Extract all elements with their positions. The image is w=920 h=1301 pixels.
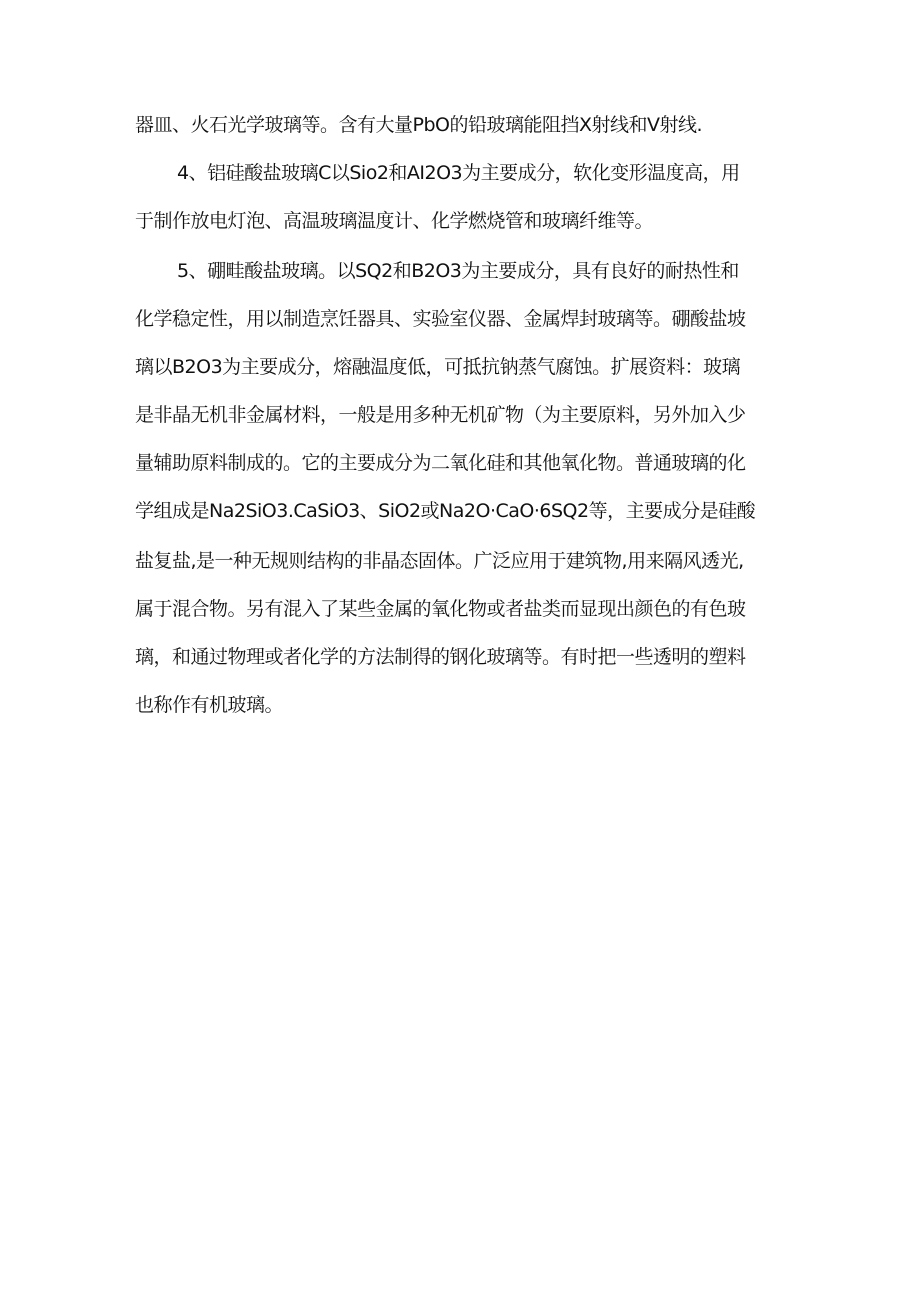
text-line: 器皿、火石光学玻璃等。含有大量PbO的铅玻璃能阻挡X射线和V射线.: [135, 114, 703, 136]
text-line: 化学稳定性，用以制造烹饪器具、实验室仪器、金属焊封玻璃等。硼酸盐坡: [135, 308, 746, 330]
text-line: 4、铝硅酸盐玻璃C以Sio2和AI2O3为主要成分，软化变形温度高，用: [177, 162, 740, 184]
text-line: 盐复盐,是一种无规则结构的非晶态固体。广泛应用于建筑物,用来隔风透光,: [135, 550, 744, 572]
text-line: 也称作有机玻璃。: [135, 694, 284, 716]
text-line: 于制作放电灯泡、高温玻璃温度计、化学燃烧管和玻璃纤维等。: [135, 210, 654, 232]
text-line: 璃，和通过物理或者化学的方法制得的钢化玻璃等。有时把一些透明的塑料: [135, 646, 746, 668]
text-line: 属于混合物。另有混入了某些金属的氧化物或者盐类而显现出颜色的有色玻: [135, 598, 746, 620]
text-line: 5、硼畦酸盐玻璃。以SQ2和B2O3为主要成分，具有良好的耐热性和: [177, 260, 739, 282]
text-line: 学组成是Na2SiO3.CaSiO3、SiO2或Na2O·CaO·6SQ2等，主要成分是硅酸: [135, 500, 756, 522]
text-line: 是非晶无机非金属材料，一般是用多种无机矿物（为主要原料，另外加入少: [135, 404, 746, 426]
text-line: 量辅助原料制成的。它的主要成分为二氧化硅和其他氧化物。普通玻璃的化: [135, 452, 746, 474]
text-line: 璃以B2O3为主要成分，熔融温度低，可抵抗钠蒸气腐蚀。扩展资料：玻璃: [135, 356, 741, 378]
